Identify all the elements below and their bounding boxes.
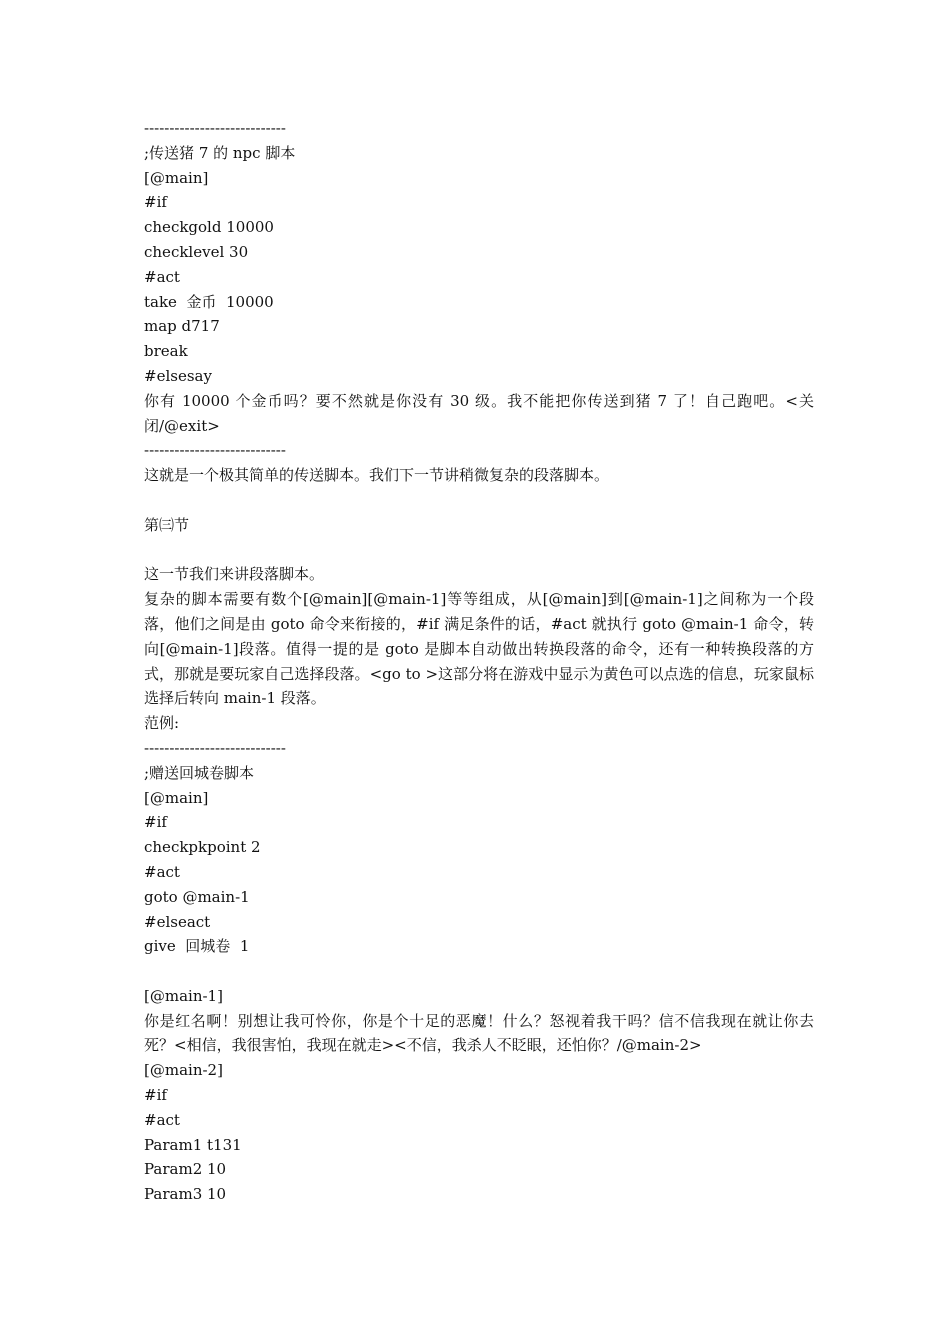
example-label: 范例: — [144, 714, 180, 733]
script-line: checkpkpoint 2 — [144, 838, 261, 857]
spacer — [144, 959, 814, 984]
body-paragraph: 复杂的脚本需要有数个[@main][@main-1]等等组成，从[@main]到[@main-1]之间称为一个段落，他们之间是由 goto 命令来衔接的，#if 满足条件的话，#act 就执行 goto @main-1 命令，转向[@main-1]段落。值得一提的是 goto 是脚本自动做出转换段落的命令，还有一种转换段落的方式，那就是要玩家自己选择段落。<go to >这部分将在游戏中显示为黄色可以点选的信息，玩家鼠标选择后转向 main-1 段落。 — [144, 590, 814, 708]
separator-line: ---------------------------- — [144, 738, 286, 757]
script-line: take 金币 10000 — [144, 292, 274, 311]
separator-line: ---------------------------- — [144, 119, 286, 137]
separator-line: ---------------------------- — [144, 441, 286, 460]
script-line: #if — [144, 1086, 167, 1105]
script-dialog-text: 你是红名啊！别想让我可怜你，你是个十足的恶魔！什么？怒视着我干吗？信不信我现在就让你去死？<相信，我很害怕，我现在就走><不信，我杀人不眨眼，还怕你？/@main-2> — [144, 1011, 814, 1055]
script-line: #elseact — [144, 912, 211, 931]
script-line: checkgold 10000 — [144, 218, 274, 237]
spacer — [144, 538, 814, 563]
script-line: Param2 10 — [144, 1160, 227, 1179]
script-line: [@main] — [144, 168, 209, 187]
script-line: #elsesay — [144, 366, 212, 385]
intro-paragraph: 这一节我们来讲段落脚本。 — [144, 565, 325, 584]
script-line: #if — [144, 193, 167, 212]
script-line: [@main-1] — [144, 986, 223, 1005]
script-line: #if — [144, 813, 167, 832]
script-line: give 回城卷 1 — [144, 937, 250, 956]
script-line: goto @main-1 — [144, 887, 250, 906]
script-line: break — [144, 342, 188, 361]
script-line: Param1 t131 — [144, 1135, 242, 1154]
script-line: checklevel 30 — [144, 242, 249, 261]
script-comment: ;赠送回城卷脚本 — [144, 763, 255, 782]
summary-paragraph: 这就是一个极其简单的传送脚本。我们下一节讲稍微复杂的段落脚本。 — [144, 466, 610, 485]
script-line: #act — [144, 1110, 180, 1129]
script-line: #act — [144, 267, 180, 286]
script-line: [@main-2] — [144, 1061, 223, 1080]
script-line: map d717 — [144, 317, 220, 336]
document-page — [144, 116, 814, 1207]
script-line: Param3 10 — [144, 1185, 227, 1204]
script-line: [@main] — [144, 788, 209, 807]
script-line: #act — [144, 862, 180, 881]
script-dialog-text: 你有 10000 个金币吗？要不然就是你没有 30 级。我不能把你传送到猪 7 了！自己跑吧。<关 闭/@exit> — [144, 391, 814, 435]
spacer — [144, 488, 814, 513]
script-comment: ;传送猪 7 的 npc 脚本 — [144, 143, 296, 162]
section-heading: 第㈢节 — [144, 515, 190, 534]
